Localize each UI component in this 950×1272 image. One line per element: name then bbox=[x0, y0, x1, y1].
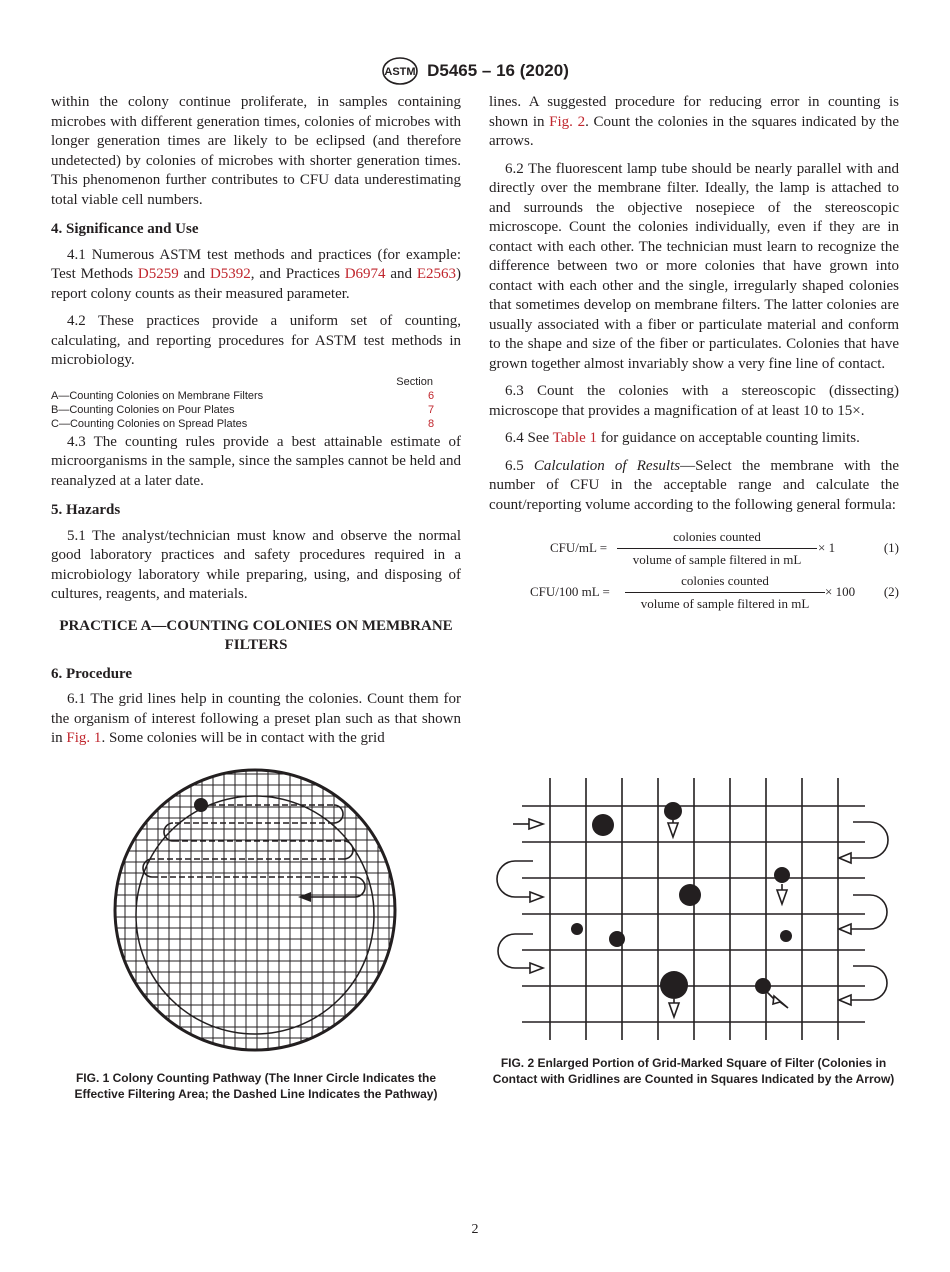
figure-2 bbox=[495, 770, 895, 1055]
paragraph-6-5: 6.5 Calculation of Results—Select the membrane with the number of CFU in the acceptable range and calculate the count/reporting volume according to the following general formula: bbox=[489, 457, 899, 513]
colony-dot bbox=[660, 971, 688, 999]
arrow-left-icon bbox=[839, 995, 851, 1005]
fig2-caption: FIG. 2 Enlarged Portion of Grid-Marked Square of Filter (Colonies in Contact with Gridlines are Counted in Squares Indicated by the Arrow) bbox=[492, 1056, 895, 1086]
colony-dot bbox=[664, 802, 682, 820]
section-heading-5: 5. Hazards bbox=[51, 502, 121, 518]
fig-1-link[interactable]: Fig. 1 bbox=[66, 730, 102, 746]
left-column bbox=[51, 93, 461, 749]
inner-effective-area-circle bbox=[136, 796, 374, 1034]
svg-text:ASTM: ASTM bbox=[384, 66, 416, 78]
paragraph-6-2: 6.2 The fluorescent lamp tube should be nearly parallel with and directly over the membrane filter. Ideally, the lamp is attached to and surrounds the objective nosepiece of the stereoscopic microscope. Count the colonies individually, even if they are in contact with each other. The technician must learn to recognize the difference between two or more colonies that have grown into contact with each other and the single, irregularly shaped colonies that sometimes develop on membrane filters. The latter colonies are usually associated with a fiber or particulate material and conform to the shape and size of the fiber or particulates. Colonies that have grown together almost invariably show a very fine line of contact. bbox=[489, 160, 899, 372]
table-1-link[interactable]: Table 1 bbox=[552, 430, 597, 446]
page-number: 2 bbox=[471, 1222, 479, 1237]
ref-d6974-link[interactable]: D6974 bbox=[344, 266, 386, 282]
section-link[interactable]: 7 bbox=[427, 403, 435, 416]
colony-dot bbox=[774, 867, 790, 883]
colony-dot bbox=[679, 884, 701, 906]
uturn-arrow-icon bbox=[497, 861, 533, 897]
paragraph-4-1: 4.1 Numerous ASTM test methods and practices (for example: Test Methods D5259 and D5392, and Practices D6974 and E2563) report colony counts as their measured parameter. bbox=[51, 246, 461, 302]
uturn-arrow-icon bbox=[851, 895, 887, 929]
paragraph-6-1: 6.1 The grid lines help in counting the colonies. Count them for the organism of interest following a preset plan such as that shown in Fig. 1. Some colonies will be in contact with the grid bbox=[51, 691, 461, 746]
page-header bbox=[0, 56, 950, 86]
astm-logo-icon bbox=[381, 56, 419, 86]
fig-2-link[interactable]: Fig. 2 bbox=[549, 113, 586, 130]
section-link[interactable]: 8 bbox=[427, 417, 435, 430]
colony-dot bbox=[592, 814, 614, 836]
paragraph-4-3: 4.3 The counting rules provide a best attainable estimate of microorganisms in the sample, since the samples cannot be held and reanalyzed at a later date. bbox=[51, 433, 461, 489]
fig2-colonies bbox=[571, 802, 792, 999]
section-row: B—Counting Colonies on Pour Plates 7 bbox=[51, 403, 461, 417]
arrow-down-icon bbox=[669, 1003, 679, 1017]
fig1-grid bbox=[108, 768, 408, 1058]
outer-filter-circle bbox=[115, 770, 395, 1050]
colony-dot bbox=[194, 798, 208, 812]
arrow-diagonal-icon bbox=[773, 996, 788, 1008]
fig2-arrows bbox=[497, 819, 888, 1017]
paragraph-5-1: 5.1 The analyst/technician must know and observe the normal good laboratory practices and safety procedures required in a microbiology laboratory while preparing, using, and disposing of cultures, reagents, and materials. bbox=[51, 527, 461, 602]
fig1-caption: FIG. 1 Colony Counting Pathway (The Inner Circle Indicates the Effective Filtering Area; the Dashed Line Indicates the Pathway) bbox=[74, 1071, 438, 1101]
section-row: A—Counting Colonies on Membrane Filters 6 bbox=[51, 389, 461, 403]
figure-1 bbox=[108, 768, 408, 1063]
uturn-arrow-icon bbox=[851, 966, 887, 1000]
right-column bbox=[489, 93, 899, 611]
arrow-right-icon bbox=[530, 963, 543, 973]
colony-dot bbox=[571, 923, 583, 935]
arrow-right-icon bbox=[530, 892, 543, 902]
section-row: C—Counting Colonies on Spread Plates 8 bbox=[51, 417, 461, 431]
arrow-left-icon bbox=[839, 924, 851, 934]
uturn-arrow-icon bbox=[851, 822, 888, 858]
continued-paragraph: within the colony continue proliferate, in samples containing microbes with different generation times, colonies of microbes with longer generation times are likely to be eclipsed (and therefore undetected) by colonies of microbes with shorter generation times. This phenomenon further contributes to CFU data underestimating total viable cell numbers. bbox=[51, 94, 461, 208]
equation-2: CFU/100 mL = colonies counted volume of sample filtered in mL × 100 (2) bbox=[530, 573, 899, 611]
section-table bbox=[51, 375, 461, 431]
practice-a-heading: PRACTICE A—COUNTING COLONIES ON MEMBRANE FILTERS bbox=[59, 617, 453, 653]
colony-dot bbox=[780, 930, 792, 942]
continued-paragraph: lines. A suggested procedure for reducing error in counting is shown in Fig. 2. Count the colonies in the squares indicated by the arrows. bbox=[489, 94, 899, 149]
section-link[interactable]: 6 bbox=[427, 389, 435, 402]
equation-1: CFU/mL = colonies counted volume of sample filtered in mL × 1 (1) bbox=[550, 529, 899, 567]
colony-dot bbox=[755, 978, 771, 994]
paragraph-6-4: 6.4 See Table 1 for guidance on acceptable counting limits. bbox=[505, 430, 860, 446]
arrow-left-icon bbox=[839, 853, 851, 863]
uturn-arrow-icon bbox=[498, 934, 533, 968]
arrow-right-icon bbox=[529, 819, 543, 829]
section-heading-4: 4. Significance and Use bbox=[51, 221, 199, 237]
arrow-down-icon bbox=[777, 890, 787, 904]
section-heading-6: 6. Procedure bbox=[51, 665, 133, 682]
ref-d5259-link[interactable]: D5259 bbox=[137, 266, 179, 282]
fig2-grid bbox=[522, 778, 865, 1040]
dashed-pathway bbox=[143, 805, 365, 902]
arrow-down-icon bbox=[668, 823, 678, 837]
paragraph-6-3: 6.3 Count the colonies with a stereoscopic (dissecting) microscope that provides a magnification of at least 10 to 15×. bbox=[489, 383, 899, 419]
ref-d5392-link[interactable]: D5392 bbox=[209, 266, 251, 282]
document-code: D5465 – 16 (2020) bbox=[427, 61, 569, 80]
ref-e2563-link[interactable]: E2563 bbox=[416, 266, 456, 282]
section-table-header: Section bbox=[396, 375, 433, 388]
colony-dot bbox=[609, 931, 625, 947]
paragraph-4-2: 4.2 These practices provide a uniform set of counting, calculating, and reporting procedures for ASTM test methods in microbiology. bbox=[51, 313, 461, 368]
